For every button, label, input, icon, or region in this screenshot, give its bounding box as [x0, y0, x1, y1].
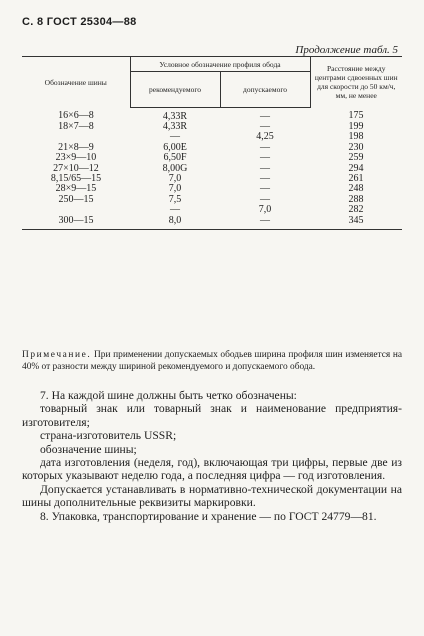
- cell-distance: 259: [348, 152, 364, 164]
- cell-distance: 230: [348, 141, 364, 153]
- cell-distance: 248: [348, 183, 364, 195]
- cell-distance: 198: [348, 131, 364, 143]
- cell-permissible: —: [260, 162, 270, 174]
- cell-size: 250—15: [58, 193, 94, 205]
- note-text: При применении допускаемых ободьев ширина профиля шин изменяется на 40% от разности между шириной рекомендуемого и допускаемого обода.: [22, 350, 402, 372]
- cell-recommended: 8,0: [130, 216, 220, 230]
- cell-distance: 282: [348, 204, 364, 216]
- table: [22, 56, 402, 230]
- cell-permissible: —: [260, 183, 270, 195]
- paragraph: Допускается устанавливать в нормативно-технической документации на шины дополнительные реквизиты маркировки.: [22, 482, 402, 510]
- cell-size: 28×9—15: [55, 183, 97, 195]
- cell-permissible: —: [260, 152, 270, 164]
- paragraph: 8. Упаковка, транспортирование и хранение — по ГОСТ 24779—81.: [40, 509, 377, 523]
- cell-recommended: 6,00E: [163, 141, 187, 153]
- cell-permissible: 7,0: [258, 204, 272, 216]
- header-designation: Обозначение шины: [22, 57, 130, 108]
- cell-recommended: 7,0: [168, 183, 182, 195]
- note-label: Примечание.: [22, 350, 92, 360]
- cell-size: 18×7—8: [58, 120, 94, 132]
- table-row: [22, 122, 402, 132]
- cell-permissible: —: [260, 141, 270, 153]
- cell-recommended: 8,00G: [162, 162, 188, 174]
- table-continuation-label: Продолжение табл. 5: [295, 44, 398, 56]
- cell-recommended: —: [170, 131, 180, 143]
- page-header: С. 8 ГОСТ 25304—88: [22, 16, 137, 28]
- cell-distance: 294: [348, 162, 364, 174]
- cell-permissible: —: [260, 120, 270, 132]
- header-recommended: рекомендуемого: [130, 72, 220, 108]
- paragraph: обозначение шины;: [40, 442, 137, 456]
- table-row: [22, 153, 402, 163]
- cell-recommended: 4,33R: [162, 120, 188, 132]
- cell-distance: 345: [310, 216, 402, 230]
- cell-size: 23×9—10: [55, 152, 97, 164]
- cell-size: 27×10—12: [53, 162, 99, 174]
- header-rim-group: Условное обозначение профиля обода: [130, 57, 310, 72]
- cell-distance: 288: [348, 193, 364, 205]
- cell-permissible: —: [220, 216, 310, 230]
- table-note: [22, 350, 402, 373]
- paragraph: 7. На каждой шине должны быть четко обозначены:: [40, 389, 297, 402]
- cell-size: [22, 205, 130, 215]
- header-permissible: допускаемого: [220, 72, 310, 108]
- cell-distance: 261: [348, 172, 364, 184]
- cell-permissible: —: [260, 193, 270, 205]
- cell-size: 300—15: [22, 216, 130, 230]
- tire-rim-table: [22, 56, 402, 230]
- cell-distance: 175: [348, 110, 364, 122]
- paragraph: дата изготовления (неделя, год), включающая три цифры, первые две из которых указывают неделю года, а последняя цифра — год изготовления.: [22, 456, 402, 483]
- cell-size: 8,15/65—15: [50, 172, 102, 184]
- paragraph: товарный знак или товарный знак и наименование предприятия-изготовителя;: [22, 402, 402, 429]
- cell-size: 21×8—9: [58, 141, 94, 153]
- cell-permissible: —: [260, 110, 270, 122]
- cell-size: 16×6—8: [58, 110, 94, 122]
- body-text: [22, 389, 402, 523]
- cell-recommended: 6,50F: [163, 152, 187, 164]
- table-row: [22, 205, 402, 215]
- paragraph: страна-изготовитель USSR;: [40, 429, 177, 443]
- cell-recommended: —: [170, 204, 180, 216]
- cell-recommended: 7,5: [168, 193, 182, 205]
- cell-recommended: 7,0: [168, 172, 182, 184]
- table-row: [22, 216, 402, 230]
- table-row: [22, 195, 402, 205]
- table-row: [22, 107, 402, 122]
- cell-recommended: 4,33R: [162, 110, 188, 122]
- cell-permissible: 4,25: [256, 131, 274, 143]
- cell-distance: 199: [348, 120, 364, 132]
- cell-permissible: —: [260, 172, 270, 184]
- header-distance: Расстояние между центрами сдвоенных шин для скорости до 50 км/ч, мм, не менее: [310, 57, 402, 108]
